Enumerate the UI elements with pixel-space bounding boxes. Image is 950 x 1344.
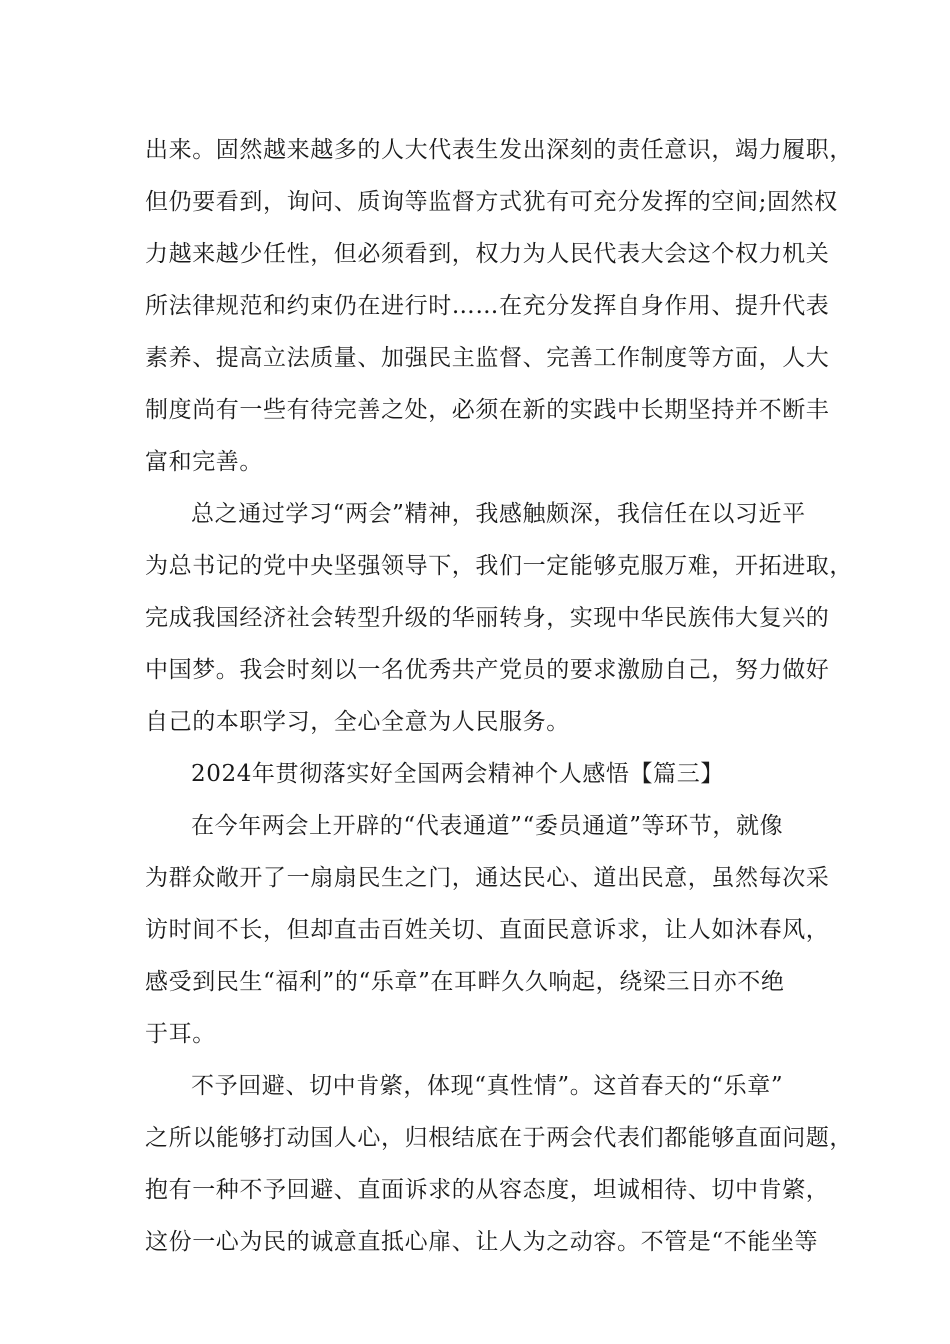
paragraph-line: 这份一心为民的诚意直抵心扉、让人为之动容。不管是“不能坐等: [145, 1229, 819, 1255]
paragraph-line: 出来。固然越来越多的人大代表生发出深刻的责任意识，竭力履职，: [145, 137, 853, 163]
paragraph-line: 总之通过学习“两会”精神，我感触颇深，我信任在以习近平: [191, 501, 806, 527]
paragraph-line: 中国梦。我会时刻以一名优秀共产党员的要求激励自己，努力做好: [145, 657, 830, 683]
paragraph-line: 不予回避、切中肯綮，体现“真性情”。这首春天的“乐章”: [191, 1073, 784, 1099]
paragraph-line: 为总书记的党中央坚强领导下，我们一定能够克服万难，开拓进取，: [145, 553, 853, 579]
paragraph-line: 力越来越少任性，但必须看到，权力为人民代表大会这个权力机关: [145, 241, 830, 267]
paragraph-line: 为群众敞开了一扇扇民生之门，通达民心、道出民意，虽然每次采: [145, 865, 830, 891]
paragraph-line: 所法律规范和约束仍在进行时……在充分发挥自身作用、提升代表: [145, 293, 830, 319]
paragraph-line: 感受到民生“福利”的“乐章”在耳畔久久响起，绕梁三日亦不绝: [145, 969, 785, 995]
paragraph-line: 完成我国经济社会转型升级的华丽转身，实现中华民族伟大复兴的: [145, 605, 830, 631]
paragraph-line: 于耳。: [145, 1021, 216, 1047]
paragraph-line: 之所以能够打动国人心，归根结底在于两会代表们都能够直面问题，: [145, 1125, 853, 1151]
section-heading: 2024年贯彻落实好全国两会精神个人感悟【篇三】: [191, 761, 724, 787]
paragraph-line: 但仍要看到，询问、质询等监督方式犹有可充分发挥的空间;固然权: [145, 189, 838, 215]
paragraph-line: 素养、提高立法质量、加强民主监督、完善工作制度等方面，人大: [145, 345, 830, 371]
paragraph-line: 抱有一种不予回避、直面诉求的从容态度，坦诚相待、切中肯綮，: [145, 1177, 830, 1203]
paragraph-line: 自己的本职学习，全心全意为人民服务。: [145, 709, 570, 735]
paragraph-line: 制度尚有一些有待完善之处，必须在新的实践中长期坚持并不断丰: [145, 397, 830, 423]
paragraph-line: 富和完善。: [145, 449, 263, 475]
paragraph-line: 在今年两会上开辟的“代表通道”“委员通道”等环节，就像: [191, 813, 784, 839]
paragraph-line: 访时间不长，但却直击百姓关切、直面民意诉求，让人如沐春风，: [145, 917, 830, 943]
